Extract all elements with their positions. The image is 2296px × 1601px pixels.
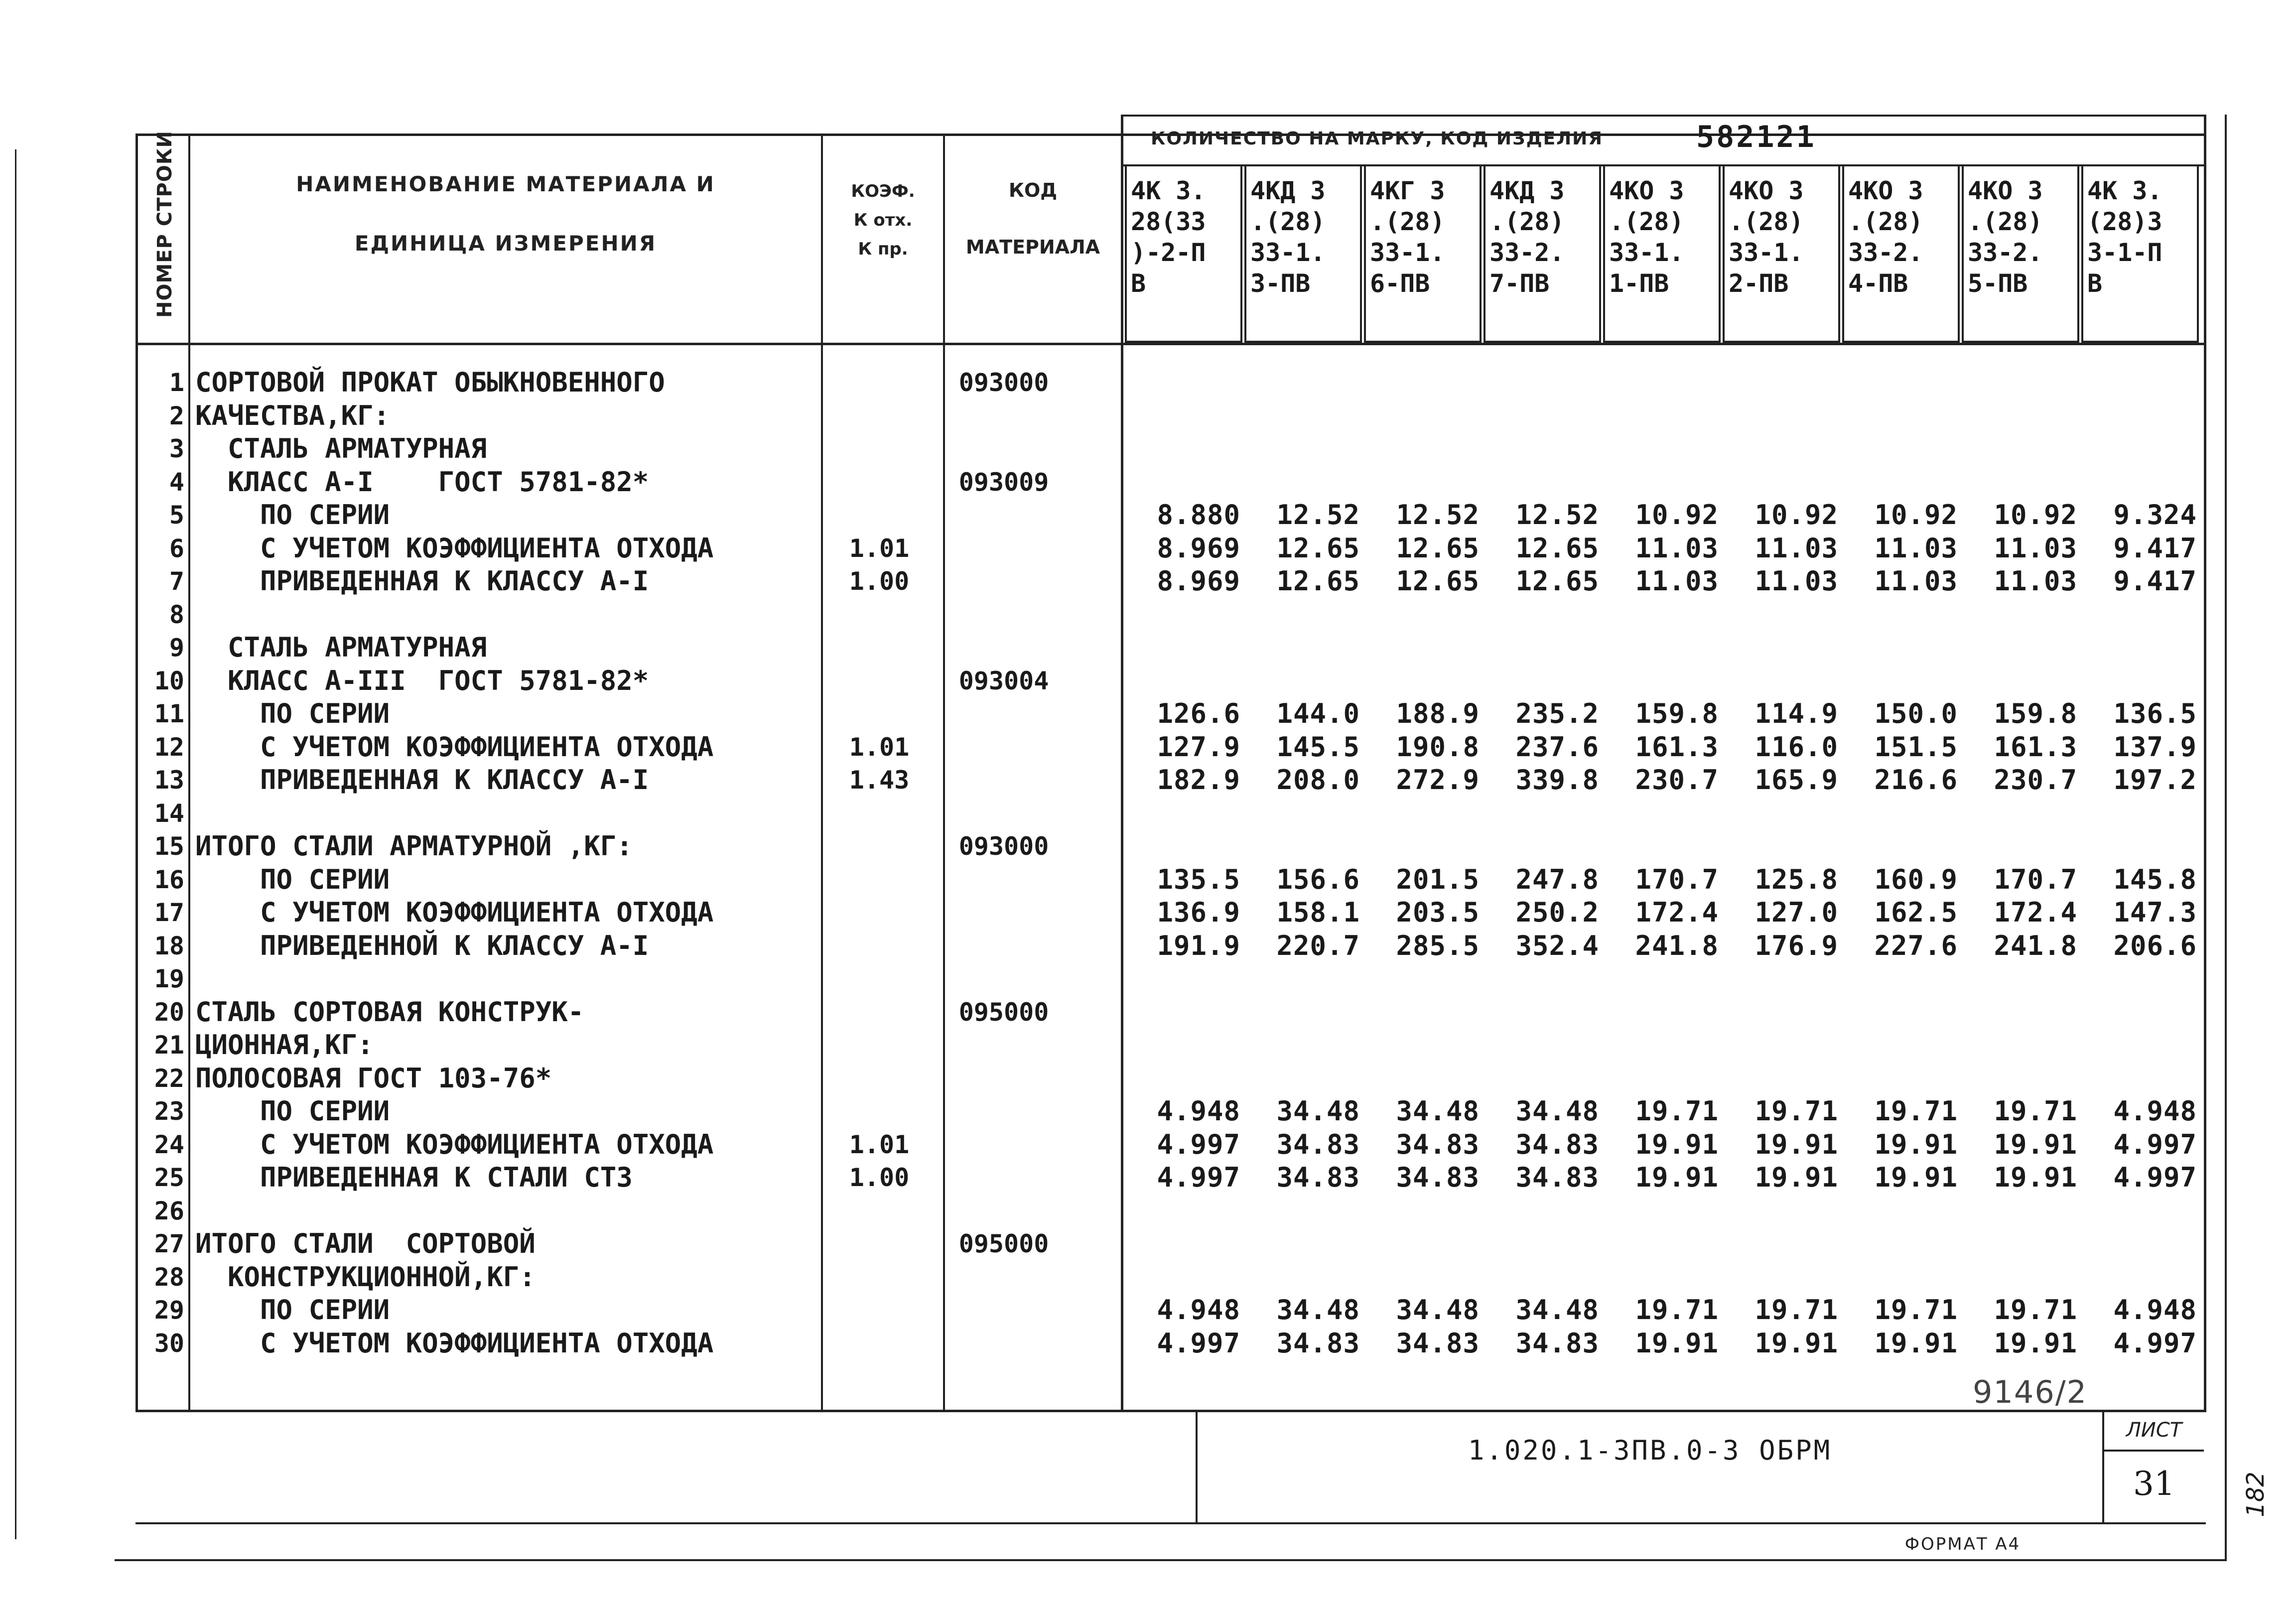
quantity-cell: 19.91: [1994, 1328, 2077, 1359]
code-header-line2: МАТЕРИАЛА: [965, 236, 1100, 258]
row-material-name: ПО СЕРИИ: [195, 499, 390, 531]
quantity-cell: 147.3: [2113, 897, 2197, 928]
quantity-cell: 8.969: [1157, 533, 1240, 564]
quantity-cell: 12.65: [1276, 565, 1360, 597]
row-material-code: 093009: [958, 468, 1049, 497]
quantity-cell: 10.92: [1635, 499, 1719, 531]
row-material-name: ПОЛОСОВАЯ ГОСТ 103-76*: [195, 1063, 552, 1094]
row-material-code: 093004: [958, 667, 1049, 695]
quantity-cell: 172.4: [1994, 897, 2077, 928]
column-header-label: 4КО 3 .(28) 33-2. 4-ПВ: [1848, 176, 1923, 298]
row-coefficient: 1.00: [849, 567, 910, 596]
quantity-cell: 34.83: [1396, 1129, 1480, 1160]
row-number: 12: [154, 733, 184, 762]
row-material-name: ПРИВЕДЕННАЯ К СТАЛИ СТ3: [195, 1162, 633, 1193]
quantity-cell: 19.91: [1874, 1129, 1958, 1160]
column-header-label: 4КД 3 .(28) 33-2. 7-ПВ: [1489, 176, 1565, 298]
quantity-cell: 4.997: [1157, 1129, 1240, 1160]
quantity-cell: 237.6: [1515, 731, 1599, 763]
row-number: 4: [169, 468, 184, 497]
column-header-label: 4КГ 3 .(28) 33-1. 6-ПВ: [1370, 176, 1445, 298]
quantity-cell: 11.03: [1635, 565, 1719, 597]
quantity-cell: 191.9: [1157, 930, 1240, 961]
quantity-cell: 34.48: [1396, 1294, 1480, 1326]
column-header-label: 4КО 3 .(28) 33-1. 1-ПВ: [1609, 176, 1684, 298]
quantity-cell: 127.0: [1755, 897, 1838, 928]
row-number: 14: [154, 799, 184, 828]
quantity-cell: 19.91: [1994, 1162, 2077, 1193]
row-coefficient: 1.43: [849, 766, 910, 795]
quantity-cell: 4.997: [2113, 1162, 2197, 1193]
row-material-name: ЦИОННАЯ,КГ:: [195, 1029, 374, 1061]
quantity-cell: 34.83: [1515, 1129, 1599, 1160]
column-header-label: 4КД 3 .(28) 33-1. 3-ПВ: [1250, 176, 1326, 298]
row-number: 11: [154, 699, 184, 728]
quantity-cell: 12.65: [1396, 565, 1480, 597]
coef-header-line1: КОЭФ.: [851, 181, 915, 201]
quantity-cell: 144.0: [1276, 698, 1360, 729]
quantity-cell: 4.997: [1157, 1328, 1240, 1359]
quantity-cell: 9.417: [2113, 533, 2197, 564]
quantity-cell: 19.91: [1755, 1162, 1838, 1193]
format-label: ФОРМАТ А4: [1904, 1534, 2021, 1554]
quantity-cell: 19.91: [1635, 1129, 1719, 1160]
row-number: 13: [154, 766, 184, 795]
row-material-name: С УЧЕТОМ КОЭФФИЦИЕНТА ОТХОДА: [195, 1129, 714, 1160]
quantity-cell: 230.7: [1994, 764, 2077, 796]
quantity-cell: 19.71: [1755, 1095, 1838, 1127]
coef-header-line2: К отх.: [853, 210, 913, 230]
row-number: 18: [154, 932, 184, 960]
quantity-cell: 19.71: [1874, 1294, 1958, 1326]
sheet-label: ЛИСТ: [2126, 1419, 2182, 1442]
quantity-cell: 19.91: [1755, 1328, 1838, 1359]
row-number: 8: [169, 600, 184, 629]
row-material-code: 093000: [958, 368, 1049, 397]
quantity-cell: 150.0: [1874, 698, 1958, 729]
quantity-cell: 235.2: [1515, 698, 1599, 729]
quantity-cell: 11.03: [1874, 565, 1958, 597]
quantity-cell: 206.6: [2113, 930, 2197, 961]
quantity-cell: 125.8: [1755, 864, 1838, 895]
row-number: 1: [169, 368, 184, 397]
row-material-name: СОРТОВОЙ ПРОКАТ ОБЫКНОВЕННОГО: [195, 367, 665, 398]
quantity-cell: 19.71: [1635, 1294, 1719, 1326]
quantity-cell: 160.9: [1874, 864, 1958, 895]
quantity-cell: 12.65: [1515, 565, 1599, 597]
row-number: 22: [154, 1064, 184, 1093]
quantity-cell: 230.7: [1635, 764, 1719, 796]
quantity-cell: 4.948: [2113, 1095, 2197, 1127]
quantity-cell: 151.5: [1874, 731, 1958, 763]
quantity-cell: 170.7: [1994, 864, 2077, 895]
row-number: 26: [154, 1197, 184, 1225]
row-coefficient: 1.00: [849, 1163, 910, 1192]
quantity-cell: 19.71: [1874, 1095, 1958, 1127]
quantity-cell: 220.7: [1276, 930, 1360, 961]
quantity-cell: 247.8: [1515, 864, 1599, 895]
row-coefficient: 1.01: [849, 1130, 910, 1159]
row-material-name: ИТОГО СТАЛИ СОРТОВОЙ: [195, 1228, 536, 1259]
row-material-name: ПО СЕРИИ: [195, 864, 390, 895]
quantity-cell: 34.48: [1276, 1095, 1360, 1127]
quantity-cell: 11.03: [1635, 533, 1719, 564]
quantity-cell: 12.52: [1276, 499, 1360, 531]
row-coefficient: 1.01: [849, 534, 910, 563]
column-header-label: 4К 3. 28(33 )-2-П В: [1131, 176, 1206, 298]
row-material-name: ПРИВЕДЕННОЙ К КЛАССУ А-I: [195, 930, 649, 961]
quantity-cell: 190.8: [1396, 731, 1480, 763]
quantity-cell: 4.948: [2113, 1294, 2197, 1326]
row-number: 28: [154, 1263, 184, 1292]
row-number: 5: [169, 501, 184, 530]
row-material-code: 093000: [958, 832, 1049, 861]
column-header-label: 4КО 3 .(28) 33-1. 2-ПВ: [1729, 176, 1804, 298]
quantity-cell: 11.03: [1755, 533, 1838, 564]
quantity-cell: 4.997: [2113, 1129, 2197, 1160]
quantity-cell: 161.3: [1635, 731, 1719, 763]
row-material-name: С УЧЕТОМ КОЭФФИЦИЕНТА ОТХОДА: [195, 533, 714, 564]
quantity-cell: 241.8: [1635, 930, 1719, 961]
row-number: 21: [154, 1031, 184, 1060]
row-material-name: С УЧЕТОМ КОЭФФИЦИЕНТА ОТХОДА: [195, 1328, 714, 1359]
quantity-cell: 216.6: [1874, 764, 1958, 796]
row-material-name: С УЧЕТОМ КОЭФФИЦИЕНТА ОТХОДА: [195, 897, 714, 928]
quantity-cell: 34.48: [1396, 1095, 1480, 1127]
quantity-cell: 114.9: [1755, 698, 1838, 729]
material-name-header-line1: НАИМЕНОВАНИЕ МАТЕРИАЛА И: [296, 172, 715, 196]
quantity-cell: 8.880: [1157, 499, 1240, 531]
row-number: 27: [154, 1229, 184, 1258]
quantity-cell: 136.5: [2113, 698, 2197, 729]
row-number: 30: [154, 1329, 184, 1358]
quantity-cell: 145.8: [2113, 864, 2197, 895]
quantity-cell: 10.92: [1755, 499, 1838, 531]
quantity-cell: 4.948: [1157, 1294, 1240, 1326]
row-number: 20: [154, 998, 184, 1027]
quantity-cell: 19.91: [1635, 1328, 1719, 1359]
quantity-cell: 8.969: [1157, 565, 1240, 597]
quantity-cell: 137.9: [2113, 731, 2197, 763]
quantity-cell: 176.9: [1755, 930, 1838, 961]
quantity-cell: 116.0: [1755, 731, 1838, 763]
quantity-cell: 19.71: [1994, 1294, 2077, 1326]
quantity-cell: 34.83: [1515, 1162, 1599, 1193]
row-material-code: 095000: [958, 1229, 1049, 1258]
row-material-name: КЛАСС А-III ГОСТ 5781-82*: [195, 665, 649, 696]
row-material-name: СТАЛЬ АРМАТУРНАЯ: [195, 433, 487, 464]
handwritten-note: 9146/2: [1973, 1374, 2088, 1410]
quantity-cell: 4.997: [1157, 1162, 1240, 1193]
row-number: 2: [169, 401, 184, 430]
row-material-name: КАЧЕСТВА,КГ:: [195, 400, 390, 431]
quantity-cell: 197.2: [2113, 764, 2197, 796]
quantity-cell: 201.5: [1396, 864, 1480, 895]
quantity-cell: 34.83: [1515, 1328, 1599, 1359]
quantity-cell: 227.6: [1874, 930, 1958, 961]
quantity-cell: 19.71: [1755, 1294, 1838, 1326]
coef-header-line3: К пр.: [858, 239, 908, 259]
quantity-cell: 19.91: [1874, 1162, 1958, 1193]
row-number: 17: [154, 898, 184, 927]
row-material-name: СТАЛЬ СОРТОВАЯ КОНСТРУК-: [195, 996, 584, 1028]
quantity-cell: 188.9: [1396, 698, 1480, 729]
quantity-cell: 34.83: [1396, 1328, 1480, 1359]
quantity-cell: 162.5: [1874, 897, 1958, 928]
quantity-cell: 250.2: [1515, 897, 1599, 928]
quantity-cell: 172.4: [1635, 897, 1719, 928]
quantity-cell: 12.65: [1276, 533, 1360, 564]
quantity-cell: 159.8: [1994, 698, 2077, 729]
quantity-cell: 34.83: [1276, 1162, 1360, 1193]
quantity-cell: 34.83: [1276, 1129, 1360, 1160]
row-material-code: 095000: [958, 998, 1049, 1027]
quantity-cell: 34.48: [1276, 1294, 1360, 1326]
quantity-cell: 12.65: [1396, 533, 1480, 564]
quantity-cell: 9.324: [2113, 499, 2197, 531]
quantity-cell: 135.5: [1157, 864, 1240, 895]
quantity-cell: 34.48: [1515, 1294, 1599, 1326]
quantity-cell: 11.03: [1755, 565, 1838, 597]
product-code: 582121: [1696, 120, 1816, 154]
row-material-name: ПО СЕРИИ: [195, 698, 390, 729]
quantity-cell: 182.9: [1157, 764, 1240, 796]
row-coefficient: 1.01: [849, 733, 910, 762]
quantity-cell: 158.1: [1276, 897, 1360, 928]
quantity-cell: 19.71: [1635, 1095, 1719, 1127]
row-number: 15: [154, 832, 184, 861]
quantity-cell: 19.91: [1755, 1129, 1838, 1160]
quantity-cell: 9.417: [2113, 565, 2197, 597]
quantity-cell: 161.3: [1994, 731, 2077, 763]
row-number: 7: [169, 567, 184, 596]
quantity-cell: 285.5: [1396, 930, 1480, 961]
quantity-cell: 145.5: [1276, 731, 1360, 763]
quantity-cell: 208.0: [1276, 764, 1360, 796]
quantity-cell: 19.71: [1994, 1095, 2077, 1127]
quantity-cell: 352.4: [1515, 930, 1599, 961]
quantity-cell: 19.91: [1635, 1162, 1719, 1193]
row-number: 19: [154, 964, 184, 993]
row-material-name: СТАЛЬ АРМАТУРНАЯ: [195, 632, 487, 663]
row-number: 29: [154, 1296, 184, 1325]
quantity-cell: 34.83: [1396, 1162, 1480, 1193]
row-number: 24: [154, 1130, 184, 1159]
row-material-name: ПРИВЕДЕННАЯ К КЛАССУ А-I: [195, 565, 649, 597]
column-header-label: 4КО 3 .(28) 33-2. 5-ПВ: [1968, 176, 2043, 298]
quantity-cell: 10.92: [1994, 499, 2077, 531]
side-page-number: 182: [2242, 1471, 2270, 1517]
row-number: 16: [154, 865, 184, 894]
quantity-cell: 170.7: [1635, 864, 1719, 895]
quantity-cell: 165.9: [1755, 764, 1838, 796]
quantity-cell: 136.9: [1157, 897, 1240, 928]
quantity-cell: 12.65: [1515, 533, 1599, 564]
quantity-cell: 203.5: [1396, 897, 1480, 928]
quantity-cell: 11.03: [1994, 533, 2077, 564]
quantity-cell: 156.6: [1276, 864, 1360, 895]
quantity-cell: 34.83: [1276, 1328, 1360, 1359]
row-number: 10: [154, 667, 184, 695]
row-material-name: ПО СЕРИИ: [195, 1294, 390, 1326]
quantity-header-label: КОЛИЧЕСТВО НА МАРКУ, КОД ИЗДЕЛИЯ: [1151, 129, 1604, 149]
quantity-cell: 11.03: [1874, 533, 1958, 564]
row-number-header: НОМЕР СТРОКИ: [153, 131, 176, 318]
row-number: 6: [169, 534, 184, 563]
quantity-cell: 339.8: [1515, 764, 1599, 796]
row-material-name: ПРИВЕДЕННАЯ К КЛАССУ А-I: [195, 764, 649, 796]
quantity-cell: 272.9: [1396, 764, 1480, 796]
quantity-cell: 4.997: [2113, 1328, 2197, 1359]
row-material-name: КОНСТРУКЦИОННОЙ,КГ:: [195, 1261, 536, 1293]
quantity-cell: 12.52: [1515, 499, 1599, 531]
sheet-number: 31: [2133, 1465, 2175, 1503]
row-number: 23: [154, 1097, 184, 1126]
row-material-name: ПО СЕРИИ: [195, 1095, 390, 1127]
quantity-cell: 12.52: [1396, 499, 1480, 531]
row-material-name: ИТОГО СТАЛИ АРМАТУРНОЙ ,КГ:: [195, 830, 633, 862]
quantity-cell: 126.6: [1157, 698, 1240, 729]
quantity-cell: 10.92: [1874, 499, 1958, 531]
quantity-cell: 19.91: [1994, 1129, 2077, 1160]
material-name-header-line2: ЕДИНИЦА ИЗМЕРЕНИЯ: [354, 231, 657, 256]
column-header-label: 4К 3. (28)3 3-1-П В: [2087, 176, 2162, 298]
row-number: 3: [169, 434, 184, 463]
quantity-cell: 4.948: [1157, 1095, 1240, 1127]
row-number: 25: [154, 1163, 184, 1192]
quantity-cell: 241.8: [1994, 930, 2077, 961]
row-material-name: С УЧЕТОМ КОЭФФИЦИЕНТА ОТХОДА: [195, 731, 714, 763]
document-code: 1.020.1-3ПВ.0-3 ОБРМ: [1468, 1435, 1832, 1466]
quantity-cell: 34.48: [1515, 1095, 1599, 1127]
row-number: 9: [169, 633, 184, 662]
row-material-name: КЛАСС А-I ГОСТ 5781-82*: [195, 466, 649, 498]
quantity-cell: 19.91: [1874, 1328, 1958, 1359]
quantity-cell: 11.03: [1994, 565, 2077, 597]
code-header-line1: КОД: [1008, 179, 1058, 201]
quantity-cell: 127.9: [1157, 731, 1240, 763]
quantity-cell: 159.8: [1635, 698, 1719, 729]
